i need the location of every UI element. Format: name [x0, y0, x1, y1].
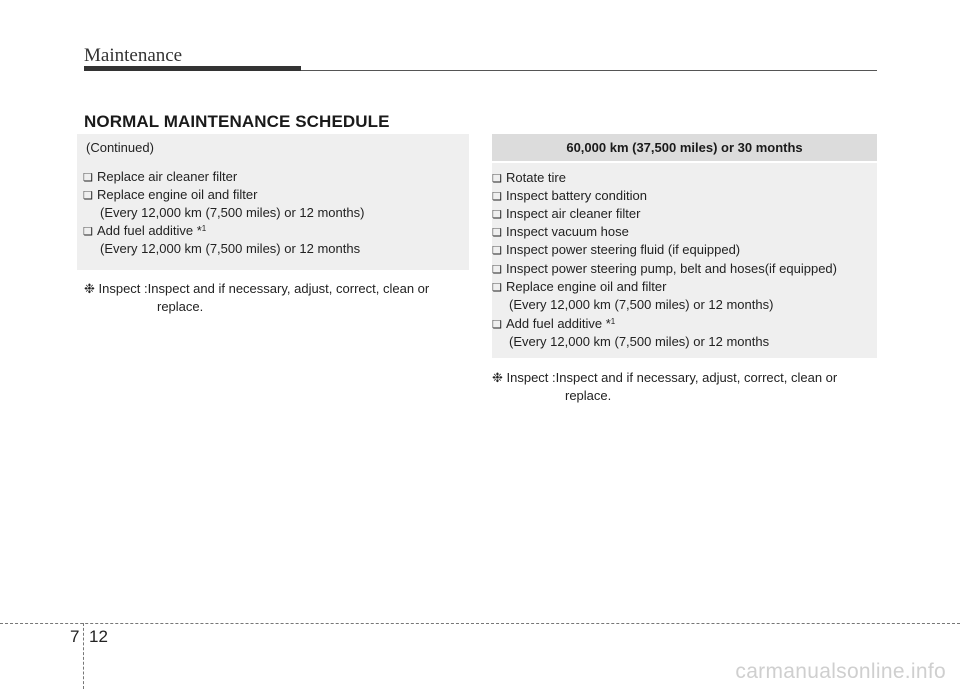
- list-item: ❏ Add fuel additive *$^1$: [83, 222, 206, 241]
- inspect-note-label: ❉ Inspect :: [492, 370, 556, 385]
- checkbox-icon: ❏: [492, 282, 502, 294]
- right-schedule-box: [492, 163, 877, 358]
- checkbox-icon: ❏: [83, 190, 93, 202]
- inspect-note-text: Inspect and if necessary, adjust, correct, clean or: [555, 370, 838, 385]
- list-item-detail: (Every 12,000 km (7,500 miles) or 12 months): [509, 297, 774, 312]
- inspect-note-right: [492, 369, 877, 405]
- inspect-note-label: ❉ Inspect :: [84, 281, 148, 296]
- footnote-marker: 1: [610, 317, 616, 326]
- checkbox-icon: ❏: [492, 319, 502, 331]
- list-item: ❏ Inspect power steering pump, belt and hoses(if equipped): [492, 260, 837, 279]
- checkbox-icon: ❏: [492, 209, 502, 221]
- list-item: ❏ Replace engine oil and filter: [492, 278, 666, 297]
- inspect-note-text: Inspect and if necessary, adjust, correct, clean or: [147, 281, 430, 296]
- list-item: ❏ Inspect battery condition: [492, 187, 647, 206]
- checkbox-icon: ❏: [492, 227, 502, 239]
- list-item-detail: (Every 12,000 km (7,500 miles) or 12 months): [100, 205, 365, 220]
- list-item-detail: (Every 12,000 km (7,500 miles) or 12 months: [100, 241, 361, 256]
- watermark: carmanualsonline.info: [735, 660, 946, 683]
- footnote-marker: 1: [201, 224, 207, 233]
- page-chapter-number: 7: [70, 627, 80, 646]
- inspect-note-continuation: replace.: [157, 299, 204, 314]
- list-item: ❏ Rotate tire: [492, 169, 566, 188]
- checkbox-icon: ❏: [492, 191, 502, 203]
- checkbox-icon: ❏: [492, 245, 502, 257]
- inspect-note-left: [84, 280, 468, 316]
- section-title: NORMAL MAINTENANCE SCHEDULE: [84, 112, 390, 131]
- list-item: ❏ Replace engine oil and filter: [83, 186, 257, 205]
- header-rule-thick: [84, 66, 301, 71]
- checkbox-icon: ❏: [83, 226, 93, 238]
- list-item: ❏ Inspect vacuum hose: [492, 223, 629, 242]
- header-rule-thin: [301, 70, 877, 71]
- checkbox-icon: ❏: [83, 172, 93, 184]
- right-schedule-header: [492, 134, 877, 161]
- footer-divider: [0, 623, 960, 624]
- footer-vertical-divider: [83, 623, 84, 689]
- page-number: 12: [89, 627, 108, 646]
- inspect-note-continuation: replace.: [565, 388, 612, 403]
- list-item: ❏ Add fuel additive *$^1$: [492, 315, 615, 334]
- list-item: ❏ Replace air cleaner filter: [83, 168, 237, 187]
- schedule-interval-title: 60,000 km (37,500 miles) or 30 months: [566, 140, 803, 155]
- list-item-detail: (Every 12,000 km (7,500 miles) or 12 months: [509, 334, 770, 349]
- list-item: ❏ Inspect power steering fluid (if equipped): [492, 241, 740, 260]
- chapter-title: Maintenance: [84, 45, 183, 66]
- continued-label: (Continued): [86, 140, 154, 155]
- left-schedule-box: [77, 134, 469, 270]
- checkbox-icon: ❏: [492, 173, 502, 185]
- checkbox-icon: ❏: [492, 264, 502, 276]
- list-item: ❏ Inspect air cleaner filter: [492, 205, 640, 224]
